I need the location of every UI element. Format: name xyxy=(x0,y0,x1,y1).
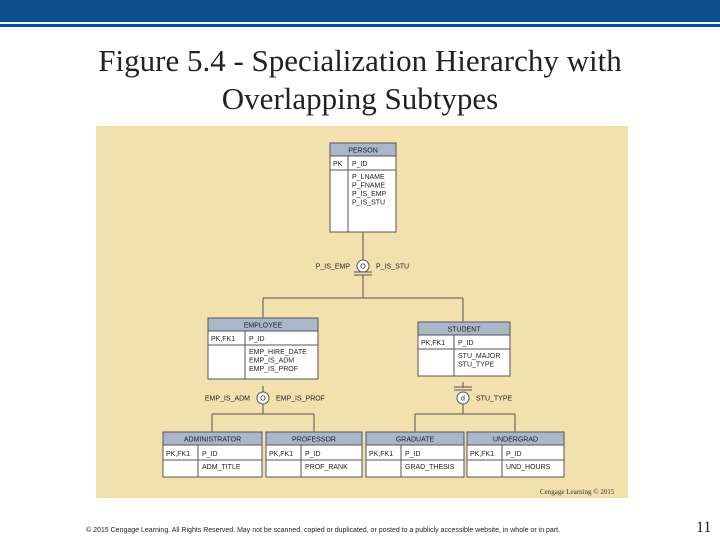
professor-attr: PROF_RANK xyxy=(305,464,348,471)
employee-attr: EMP_HIRE_DATE xyxy=(249,349,307,356)
administrator-name: ADMINISTRATOR xyxy=(183,436,242,444)
student-sym-right-label: STU_TYPE xyxy=(476,395,513,403)
employee-sym-right-label: EMP_IS_PROF xyxy=(276,395,326,403)
person-sym-right-label: P_IS_STU xyxy=(376,263,410,271)
administrator-key-attr: P_ID xyxy=(202,451,218,458)
graduate-name: GRADUATE xyxy=(395,436,435,444)
administrator-key-label: PK,FK1 xyxy=(166,451,191,458)
student-key-attr: P_ID xyxy=(458,340,474,347)
person-attr: P_LNAME xyxy=(352,174,385,181)
person-sym-letter: O xyxy=(360,263,366,271)
student-key-label: PK,FK1 xyxy=(421,340,446,347)
person-attr: P_IS_STU xyxy=(352,199,386,207)
graduate-key-attr: P_ID xyxy=(405,451,421,458)
undergrad-attr: UND_HOURS xyxy=(506,464,551,471)
student-sym-letter: d xyxy=(461,395,465,403)
page-number: 11 xyxy=(696,519,712,536)
graduate-attr: GRAD_THESIS xyxy=(405,464,455,471)
professor-key-attr: P_ID xyxy=(305,451,321,458)
undergrad-name: UNDERGRAD xyxy=(492,436,539,444)
student-attr: STU_MAJOR xyxy=(458,353,501,360)
person-attr: P_FNAME xyxy=(352,182,386,190)
student-name: STUDENT xyxy=(447,326,481,334)
undergrad-key-attr: P_ID xyxy=(506,451,522,458)
employee-key-label: PK,FK1 xyxy=(211,336,236,343)
person-attr: P_IS_EMP xyxy=(352,191,387,198)
employee-name: EMPLOYEE xyxy=(243,322,283,330)
slide-title: Figure 5.4 - Specialization Hierarchy with Overlapping Subtypes xyxy=(98,43,622,116)
professor-name: PROFESSOR xyxy=(292,436,336,444)
graduate-key-label: PK,FK1 xyxy=(369,451,394,458)
professor-key-label: PK,FK1 xyxy=(269,451,294,458)
employee-key-attr: P_ID xyxy=(249,336,265,343)
undergrad-key-label: PK,FK1 xyxy=(470,451,495,458)
employee-sym-left-label: EMP_IS_ADM xyxy=(204,395,250,403)
person-key-label: PK xyxy=(333,161,343,168)
employee-attr: EMP_IS_ADM xyxy=(249,357,295,365)
copyright-footer: © 2015 Cengage Learning. All Rights Reserved. May not be scanned, copied or duplicated, or posted to a publicly accessible website, in whole or in part. xyxy=(86,527,561,534)
person-key-attr: P_ID xyxy=(352,161,368,168)
image-credit: Cengage Learning © 2015 xyxy=(540,488,615,496)
employee-sym-letter: O xyxy=(260,395,266,403)
administrator-attr: ADM_TITLE xyxy=(202,464,241,471)
person-sym-left-label: P_IS_EMP xyxy=(315,263,350,271)
person-name: PERSON xyxy=(348,147,378,155)
student-attr: STU_TYPE xyxy=(458,361,495,369)
employee-attr: EMP_IS_PROF xyxy=(249,366,299,373)
